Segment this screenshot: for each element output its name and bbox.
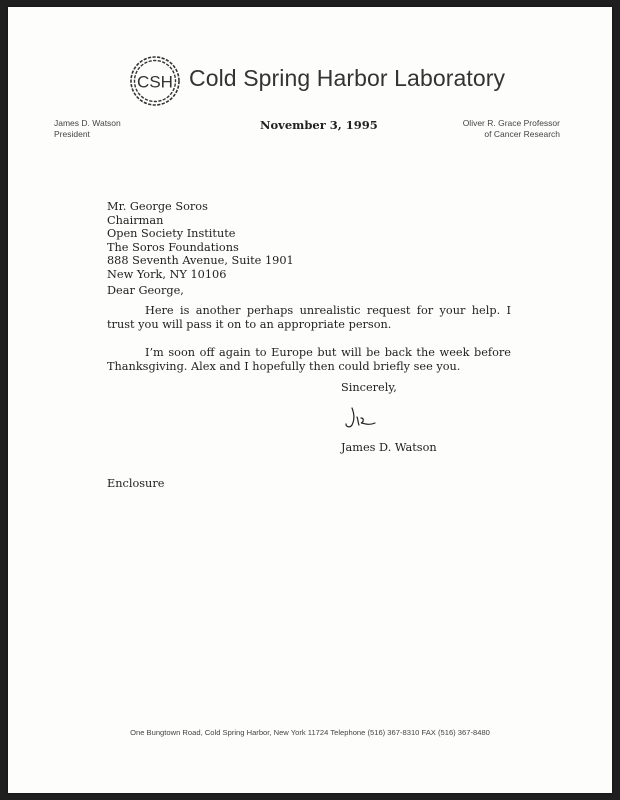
letterhead-professorship-line2: of Cancer Research [484, 129, 560, 139]
recipient-street: 888 Seventh Avenue, Suite 1901 [107, 254, 294, 267]
salutation: Dear George, [107, 284, 184, 297]
letterhead-left-block [54, 118, 121, 140]
signer-name: James D. Watson [341, 441, 437, 454]
letter-page [8, 7, 612, 793]
letterhead-president-name: James D. Watson [54, 118, 121, 128]
csh-helix-emblem [125, 51, 185, 111]
letterhead-president-title: President [54, 129, 90, 139]
letterhead-right-block [463, 118, 560, 140]
recipient-city: New York, NY 10106 [107, 267, 227, 281]
closing: Sincerely, [341, 381, 397, 394]
letter-date: November 3, 1995 [260, 118, 378, 132]
recipient-title: Chairman [107, 213, 164, 227]
body-paragraph [107, 304, 511, 331]
paragraph-text: I’m soon off again to Europe but will be back the week before Thanksgiving. Alex and I hopefully then could briefly see you. [107, 346, 511, 373]
csh-monogram: CSH [137, 72, 173, 92]
organization-name: Cold Spring Harbor Laboratory [189, 65, 506, 91]
handwritten-signature [343, 405, 383, 431]
recipient-name: Mr. George Soros [107, 200, 208, 213]
recipient-address [107, 200, 294, 281]
letterhead-logo [125, 51, 505, 111]
recipient-org-1: Open Society Institute [107, 227, 236, 240]
recipient-org-2: The Soros Foundations [107, 240, 239, 254]
letterhead-footer-address: One Bungtown Road, Cold Spring Harbor, New York 11724 Telephone (516) 367-8310 FAX (516) 367-8480 [130, 728, 490, 737]
paragraph-text: Here is another perhaps unrealistic request for your help. I trust you will pass it on to an appropriate person. [107, 304, 511, 331]
letterhead-professorship-line1: Oliver R. Grace Professor [462, 118, 560, 128]
body-paragraph [107, 346, 511, 373]
enclosure-note: Enclosure [107, 477, 165, 490]
